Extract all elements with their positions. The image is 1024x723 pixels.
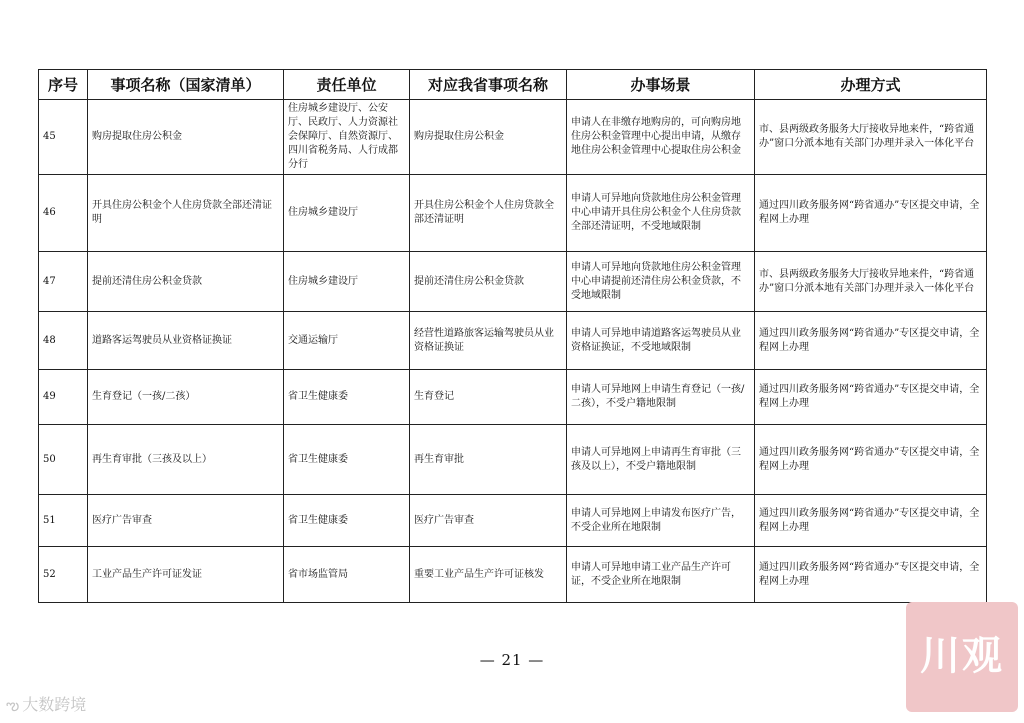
cell-item-name: 生育登记（一孩/二孩） (88, 370, 284, 425)
cell-responsible-unit: 省市场监管局 (284, 547, 410, 603)
cell-serial: 49 (39, 370, 88, 425)
cell-item-name: 道路客运驾驶员从业资格证换证 (88, 312, 284, 370)
cell-scenario: 申请人可异地向贷款地住房公积金管理中心申请提前还清住房公积金贷款，不受地域限制 (567, 252, 755, 312)
cell-responsible-unit: 省卫生健康委 (284, 370, 410, 425)
cell-scenario: 申请人在非缴存地购房的，可向购房地住房公积金管理中心提出申请，从缴存地住房公积金管理中心提取住房公积金 (567, 100, 755, 175)
cell-scenario: 申请人可异地网上申请生育登记（一孩/二孩），不受户籍地限制 (567, 370, 755, 425)
table-row (39, 425, 987, 495)
cell-responsible-unit: 住房城乡建设厅 (284, 175, 410, 252)
cell-province-item-name: 生育登记 (410, 370, 567, 425)
header-scenario: 办事场景 (567, 70, 755, 100)
header-item-name: 事项名称（国家清单） (88, 70, 284, 100)
cell-scenario: 申请人可异地申请道路客运驾驶员从业资格证换证，不受地域限制 (567, 312, 755, 370)
cell-serial: 52 (39, 547, 88, 603)
table-header-row (39, 70, 987, 100)
cell-item-name: 工业产品生产许可证发证 (88, 547, 284, 603)
cell-scenario: 申请人可异地申请工业产品生产许可证，不受企业所在地限制 (567, 547, 755, 603)
cell-method: 通过四川政务服务网“跨省通办”专区提交申请，全程网上办理 (755, 547, 987, 603)
table-row (39, 312, 987, 370)
cell-province-item-name: 购房提取住房公积金 (410, 100, 567, 175)
cell-province-item-name: 开具住房公积金个人住房贷款全部还清证明 (410, 175, 567, 252)
cell-serial: 48 (39, 312, 88, 370)
cell-responsible-unit: 省卫生健康委 (284, 495, 410, 547)
cell-item-name: 医疗广告审查 (88, 495, 284, 547)
items-table (38, 69, 987, 603)
page-number: — 21 — (479, 651, 545, 669)
cell-method: 通过四川政务服务网“跨省通办”专区提交申请，全程网上办理 (755, 495, 987, 547)
cell-responsible-unit: 省卫生健康委 (284, 425, 410, 495)
cell-serial: 50 (39, 425, 88, 495)
cell-method: 市、县两级政务服务大厅接收异地来件，“跨省通办”窗口分派本地有关部门办理并录入一体化平台 (755, 100, 987, 175)
watermark-logo (906, 602, 1018, 712)
cell-responsible-unit: 住房城乡建设厅 (284, 252, 410, 312)
header-method: 办理方式 (755, 70, 987, 100)
cell-method: 通过四川政务服务网“跨省通办”专区提交申请，全程网上办理 (755, 175, 987, 252)
weibo-icon: ఌ (6, 696, 20, 714)
table-row (39, 252, 987, 312)
cell-scenario: 申请人可异地向贷款地住房公积金管理中心申请开具住房公积金个人住房贷款全部还清证明，不受地域限制 (567, 175, 755, 252)
cell-province-item-name: 医疗广告审查 (410, 495, 567, 547)
cell-responsible-unit: 交通运输厅 (284, 312, 410, 370)
cell-item-name: 开具住房公积金个人住房贷款全部还清证明 (88, 175, 284, 252)
watermark-logo-text: 川观 (920, 633, 1004, 679)
table-row (39, 370, 987, 425)
cell-method: 通过四川政务服务网“跨省通办”专区提交申请，全程网上办理 (755, 312, 987, 370)
watermark-left (6, 692, 86, 718)
cell-serial: 46 (39, 175, 88, 252)
table-row (39, 547, 987, 603)
table-row (39, 100, 987, 175)
cell-method: 通过四川政务服务网“跨省通办”专区提交申请，全程网上办理 (755, 425, 987, 495)
cell-responsible-unit: 住房城乡建设厅、公安厅、民政厅、人力资源社会保障厅、自然资源厅、四川省税务局、人行成都分行 (284, 100, 410, 175)
cell-method: 市、县两级政务服务大厅接收异地来件，“跨省通办”窗口分派本地有关部门办理并录入一体化平台 (755, 252, 987, 312)
cell-province-item-name: 提前还清住房公积金贷款 (410, 252, 567, 312)
table-row (39, 175, 987, 252)
cell-scenario: 申请人可异地网上申请发布医疗广告，不受企业所在地限制 (567, 495, 755, 547)
cell-serial: 45 (39, 100, 88, 175)
cell-scenario: 申请人可异地网上申请再生育审批（三孩及以上），不受户籍地限制 (567, 425, 755, 495)
cell-item-name: 购房提取住房公积金 (88, 100, 284, 175)
header-responsible-unit: 责任单位 (284, 70, 410, 100)
cell-province-item-name: 再生育审批 (410, 425, 567, 495)
cell-item-name: 再生育审批（三孩及以上） (88, 425, 284, 495)
watermark-left-text: 大数跨境 (22, 695, 87, 714)
header-province-item-name: 对应我省事项名称 (410, 70, 567, 100)
cell-province-item-name: 经营性道路旅客运输驾驶员从业资格证换证 (410, 312, 567, 370)
header-serial: 序号 (39, 70, 88, 100)
cell-method: 通过四川政务服务网“跨省通办”专区提交申请，全程网上办理 (755, 370, 987, 425)
cell-serial: 51 (39, 495, 88, 547)
cell-serial: 47 (39, 252, 88, 312)
cell-item-name: 提前还清住房公积金贷款 (88, 252, 284, 312)
cell-province-item-name: 重要工业产品生产许可证核发 (410, 547, 567, 603)
table-row (39, 495, 987, 547)
